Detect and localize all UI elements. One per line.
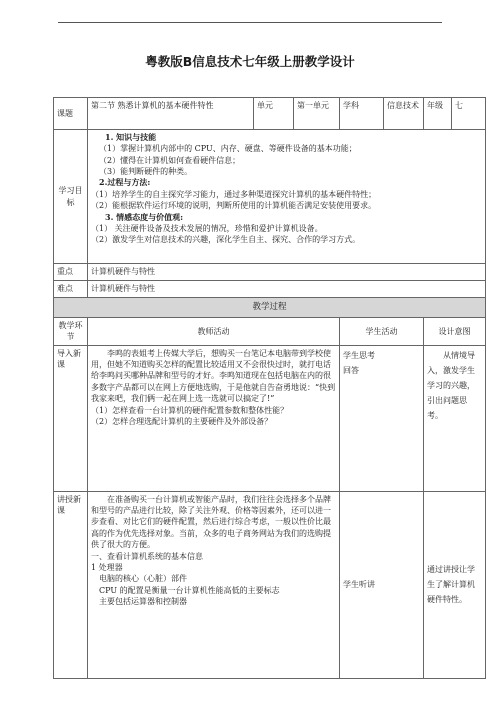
emotion-title: 3. 情感态度与价值观: [105,211,184,222]
process-item: （2）能根据软件运行环境的说明，判断所使用的计算机能否满足安装使用要求。 [91,201,377,211]
teacher-paragraph: 在准备购买一台计算机或智能产品时，我们往往会选择多个品牌和型号的产品进行比较，除了关注外观、价格等因素外，还可以进一步查看、对比它们的硬件配置，然后进行综合考虑，一般以性价比最高的作为优先选择对象。当前，众多的电子商务网站为我们的选购提供了很大的方便。 [91,494,331,550]
teacher-paragraph: 李鸣的表姐考上传媒大学后，想购买一台笔记本电脑带到学校使用，但她不知道购买怎样的配置比较适用又不会很快过时，就打电话给李鸣问买哪种品牌和型号的才好。李鸣知道现在包括电脑在内的很多数字产品都可以在网上方便地选购，于是他就自告奋勇地说：“快到我家来吧，我们俩一起在网上选一选就可以搞定了!” [91,348,336,404]
subject-label: 课题 [54,98,88,130]
knowledge-title: 1. 知识与技能 [105,132,157,142]
emotion-item: （1） 关注硬件设备及技术发展的情况，珍惜和爱护计算机设备。 [91,223,323,233]
teacher-question: （2）怎样合理选配计算机的主要硬件及外部设备？ [91,416,273,426]
lecture-line: 一、查看计算机系统的基本信息 [91,551,203,561]
difficulty-value: 计算机硬件与特性 [88,281,486,298]
emotion-item: （2）激发学生对信息技术的兴趣，深化学生自主、探究、合作的学习方式。 [91,235,361,245]
intent-lecture [424,491,486,678]
grade-value: 七 [452,98,486,130]
student-activity-intro [340,345,424,491]
lecture-line: 电脑的核心（心脏）部件 [99,574,187,584]
lesson-plan-table [53,97,486,679]
discipline-value: 信息技术 [384,98,424,130]
teacher-activity-intro [88,345,340,491]
process-item: （1）培养学生的自主探究学习能力，通过多种渠道探究计算机的基本硬件特性； [91,189,377,199]
stage-lecture: 讲授新课 [54,491,88,678]
stage-intro: 导入新课 [54,345,88,491]
difficulty-label: 难点 [54,281,88,298]
key-point-label: 重点 [54,264,88,281]
subject-value: 第二节 熟悉计算机的基本硬件特性 [88,98,254,130]
unit-value: 第一单元 [294,98,340,130]
process-section-title: 教学过程 [54,298,486,318]
student-activity-line: 回答 [343,365,359,375]
unit-label: 单元 [254,98,294,130]
student-activity-lecture: 学生听讲 [340,491,424,678]
document-title: 粤教版B信息技术七年级上册教学设计 [145,54,355,69]
lecture-line: 1 处理器 [91,562,123,572]
header-stage: 教学环节 [54,318,88,346]
grade-label: 年级 [424,98,452,130]
header-intent: 设计意图 [424,318,486,346]
intent-text: 从情境导入，激发学生学习的兴趣，引出问题思考。 [427,350,475,421]
discipline-label: 学科 [340,98,384,130]
key-point-value: 计算机硬件与特性 [88,264,486,281]
knowledge-item: （3）能判断硬件的种类。 [99,167,193,177]
teacher-question: （1）怎样查看一台计算机的硬件配置参数和整体性能？ [91,405,289,415]
header-rule [58,22,442,23]
teacher-activity-lecture [88,491,340,678]
header-student: 学生活动 [340,318,424,346]
knowledge-item: （1）掌握计算机内部中的 CPU、内存、硬盘、等硬件设备的基本功能； [99,144,357,154]
header-teacher: 教师活动 [88,318,340,346]
intent-intro [424,345,486,491]
lecture-line: 主要包括运算器和控制器 [99,596,187,606]
student-activity-line: 学生思考 [343,350,375,360]
goals-content [88,130,486,264]
goals-label: 学习目标 [54,130,88,264]
intent-text: 通过讲授让学生了解计算机硬件特性。 [427,564,475,605]
lecture-line: CPU 的配置是衡量一台计算机性能高低的主要标志 [99,585,280,595]
process-title: 2.过程与方法: [99,177,151,188]
knowledge-item: （2）懂得在计算机如何查看硬件信息； [99,155,241,165]
